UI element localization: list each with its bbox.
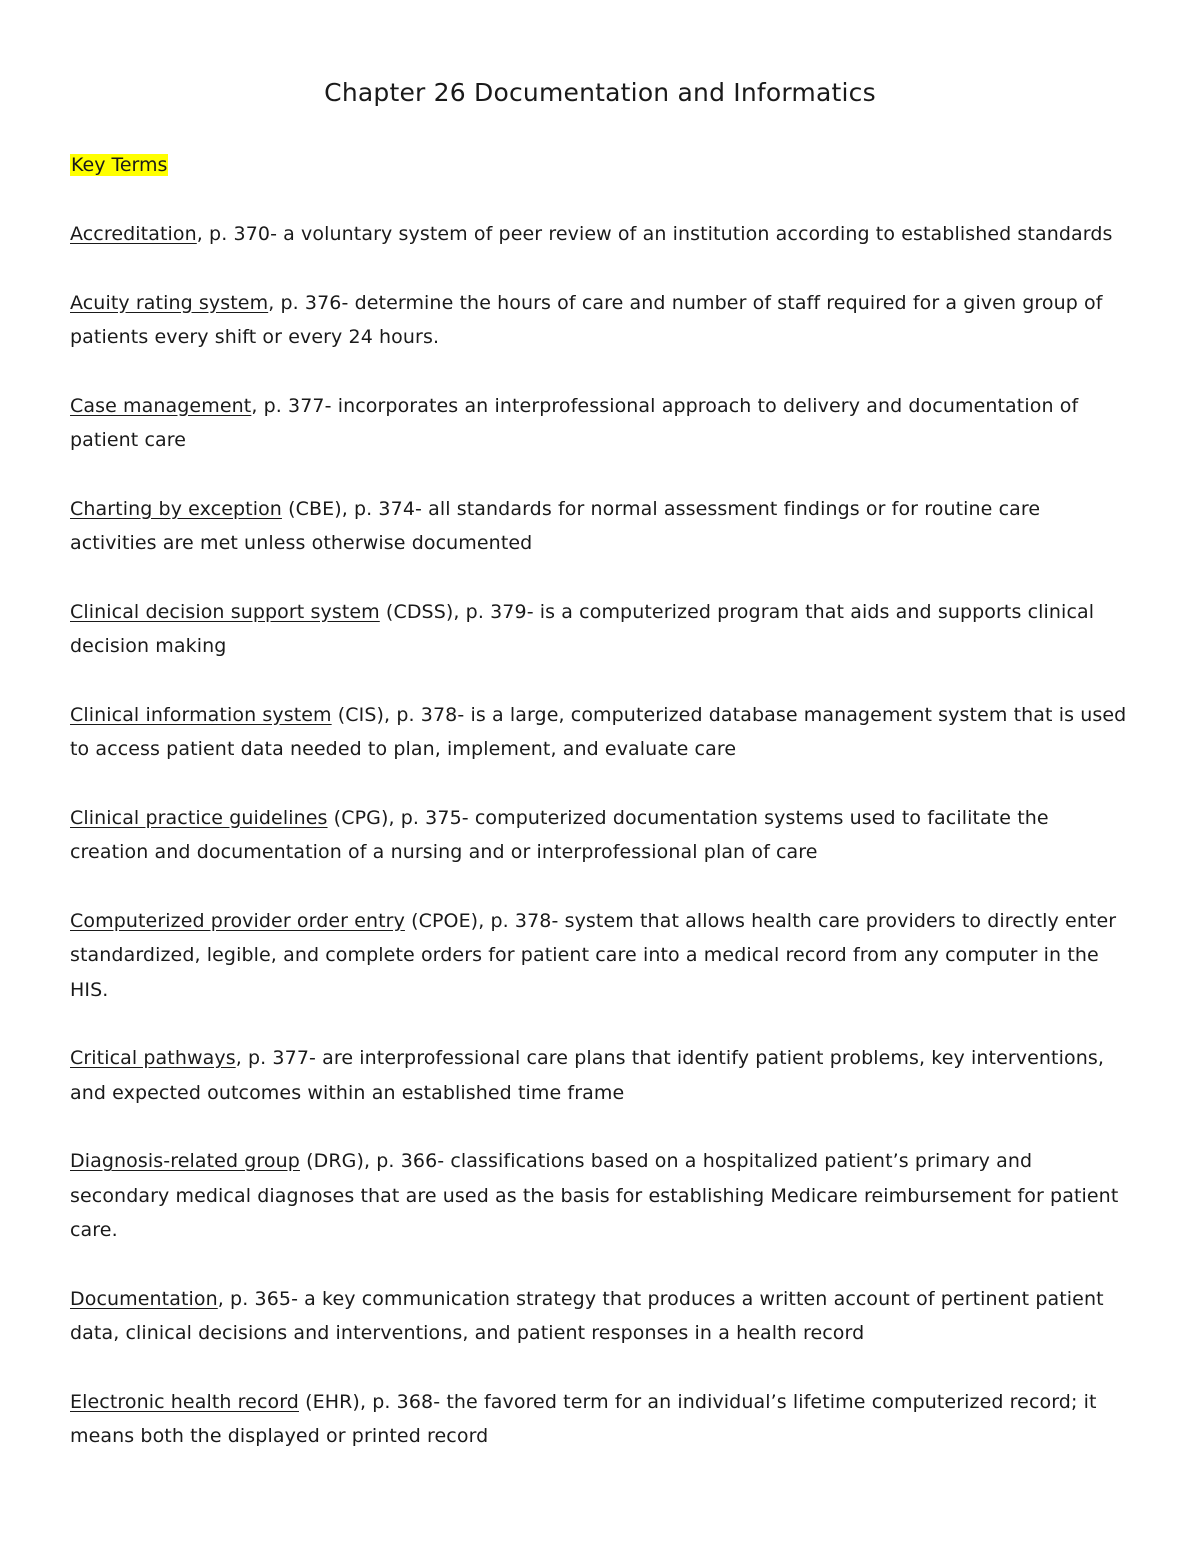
term-entry bbox=[70, 1041, 1130, 1110]
term-page: , p. 378 bbox=[478, 909, 552, 932]
term-name: Clinical practice guidelines bbox=[70, 806, 328, 829]
term-name: Clinical information system bbox=[70, 703, 332, 726]
term-definition: - determine the hours of care and number of staff required for a given group of patients every shift or every 24 hours. bbox=[70, 291, 1103, 348]
term-entry bbox=[70, 389, 1130, 458]
term-abbr: (CPOE) bbox=[404, 909, 479, 932]
term-page: , p. 366 bbox=[363, 1150, 438, 1172]
term-page: , p. 368 bbox=[359, 1390, 434, 1413]
term-abbr: (CIS) bbox=[331, 703, 385, 726]
term-name: Documentation bbox=[70, 1287, 218, 1310]
term-name: Case management bbox=[70, 394, 252, 417]
term-entry bbox=[70, 801, 1130, 870]
term-name: Electronic health record bbox=[70, 1390, 299, 1413]
term-definition: - is a computerized program that aids and supports clinical decision making bbox=[70, 600, 1095, 657]
term-page: , p. 377 bbox=[235, 1047, 310, 1069]
term-name: Accreditation bbox=[70, 223, 197, 245]
term-name: Charting by exception bbox=[70, 497, 282, 520]
term-definition: - incorporates an interprofessional approach to delivery and documentation of patient care bbox=[70, 394, 1079, 451]
term-entry bbox=[70, 904, 1130, 1008]
term-definition: - the favored term for an individual’s lifetime computerized record; it means both the displayed or printed record bbox=[70, 1390, 1097, 1447]
term-abbr: (EHR) bbox=[298, 1390, 360, 1413]
term-name: Acuity rating system bbox=[70, 291, 269, 314]
key-terms-list bbox=[70, 217, 1130, 1488]
term-name: Computerized provider order entry bbox=[70, 909, 405, 932]
term-page: , p. 378 bbox=[384, 703, 458, 726]
term-definition: - is a large, computerized database management system that is used to access patient data needed to plan, implement, and evaluate care bbox=[70, 703, 1127, 760]
term-entry bbox=[70, 217, 1130, 252]
term-entry bbox=[70, 595, 1130, 664]
term-definition: - classifications based on a hospitalized patient’s primary and secondary medical diagnoses that are used as the basis for establishing Medicare reimbursement for patient care. bbox=[70, 1150, 1119, 1241]
term-abbr: (CDSS) bbox=[379, 600, 454, 623]
term-page: , p. 374 bbox=[341, 497, 416, 520]
term-page: , p. 376 bbox=[268, 291, 342, 314]
term-abbr: (CBE) bbox=[281, 497, 342, 520]
term-page: , p. 370 bbox=[196, 223, 271, 245]
section-label-highlight: Key Terms bbox=[71, 154, 168, 176]
term-page: , p. 379 bbox=[453, 600, 527, 623]
term-entry bbox=[70, 492, 1130, 561]
term-entry bbox=[70, 1385, 1130, 1454]
term-definition: - are interprofessional care plans that identify patient problems, key interventions, and expected outcomes within an established time frame bbox=[70, 1047, 1104, 1104]
term-definition: - computerized documentation systems used to facilitate the creation and documentation of a nursing and or interprofessional plan of care bbox=[70, 806, 1049, 863]
term-abbr: (DRG) bbox=[299, 1150, 364, 1172]
term-name: Critical pathways bbox=[70, 1047, 236, 1069]
term-entry bbox=[70, 286, 1130, 355]
term-entry bbox=[70, 1282, 1130, 1351]
term-name: Diagnosis-related group bbox=[70, 1150, 300, 1172]
term-entry bbox=[70, 1144, 1130, 1248]
term-definition: - system that allows health care providers to directly enter standardized, legible, and complete orders for patient care into a medical record from any computer in the HIS. bbox=[70, 909, 1117, 1001]
page-title: Chapter 26 Documentation and Informatics bbox=[324, 78, 876, 107]
section-label bbox=[70, 150, 168, 180]
term-definition: - a voluntary system of peer review of an institution according to established standards bbox=[270, 223, 1113, 245]
term-definition: - all standards for normal assessment findings or for routine care activities are met unless otherwise documented bbox=[70, 497, 1041, 554]
term-abbr: (CPG) bbox=[327, 806, 389, 829]
term-page: , p. 377 bbox=[251, 394, 325, 417]
term-entry bbox=[70, 698, 1130, 767]
term-page: , p. 365 bbox=[217, 1287, 292, 1310]
term-name: Clinical decision support system bbox=[70, 600, 380, 623]
term-definition: - a key communication strategy that produces a written account of pertinent patient data, clinical decisions and interventions, and patient responses in a health record bbox=[70, 1287, 1104, 1344]
term-page: , p. 375 bbox=[388, 806, 462, 829]
